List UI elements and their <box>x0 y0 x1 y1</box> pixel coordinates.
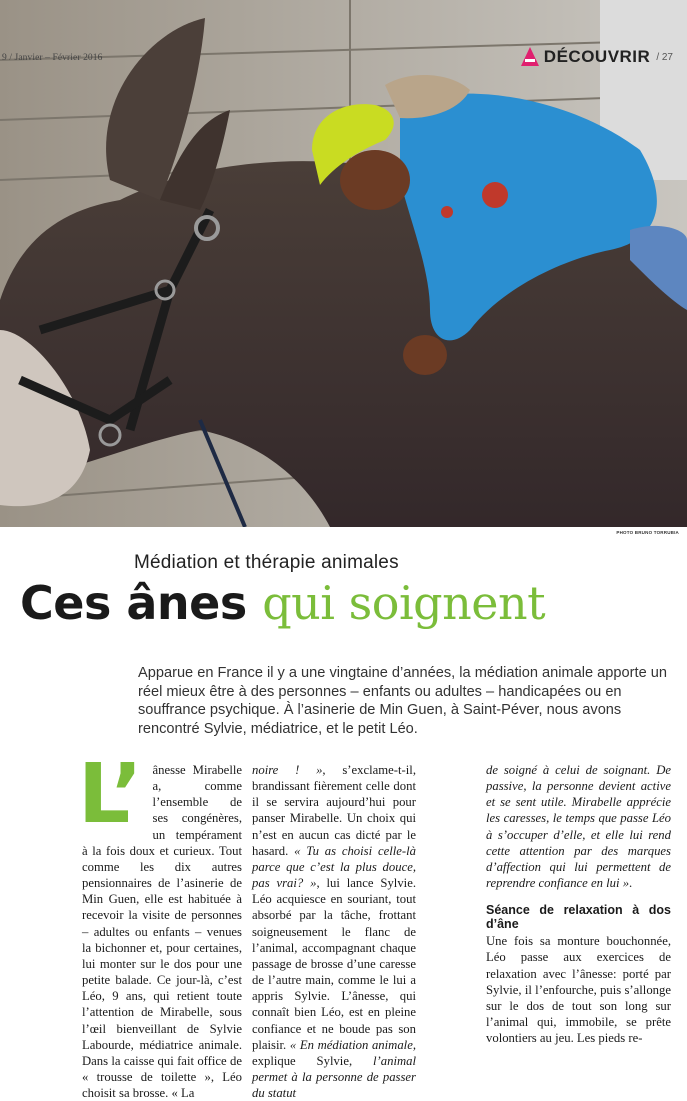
body-column-2 <box>252 762 416 1101</box>
section-title: DÉCOUVRIR <box>543 47 651 66</box>
title-part-black: Ces ânes <box>20 576 263 630</box>
issue-date: 9 / Janvier – Février 2016 <box>2 53 103 63</box>
photo-credit: PHOTO BRUNO TORRUBIA <box>616 530 679 535</box>
article-kicker: Médiation et thérapie animales <box>134 552 399 573</box>
subheading: Séance de relaxation à dos d’âne <box>486 903 671 932</box>
column-3-text: de soigné à celui de soignant. De passive, la personne devient active et se sent utile. Mirabelle apprécie les caresses, le temps que passe Léo à s’occuper d’elle, et elle lui rend cette attention par des marques d’affection qui lui permettent de reprendre confiance en lui ». <box>486 763 671 891</box>
section-header <box>520 46 673 68</box>
title-part-green: qui soignent <box>262 576 546 630</box>
drop-cap: L’ <box>78 747 143 842</box>
hero-photo <box>0 0 687 527</box>
triangle-logo-icon <box>520 46 540 68</box>
column-3-text-2: Une fois sa monture bouchonnée, Léo passe aux exercices de relaxation avec l’ânesse: porté par Sylvie, il l’enfourche, puis s’allonge sur le dos de tout son long sur l’animal qui, immobile, se prête volontiers au jeu. Les pieds re- <box>486 934 671 1046</box>
column-1-text: ânesse Mirabelle a, comme l’ensemble de ses congénères, un tempérament à la fois doux et curieux. Tout comme les dix autres pensionnaires de l’asinerie de Min Guen, elle est habituée à recevoir la visite de personnes – adultes ou enfants – venues la bichonner et, pour certaines, lui monter sur le dos pour une petite balade. Ce jour-là, c’est Léo, 9 ans, qui retient toute l’attention de Mirabelle, sous l’œil bienveillant de Sylvie Labourde, médiatrice animale. Dans la caisse qui fait office de « trousse de toilette », Léo choisit sa brosse. « La <box>82 763 242 1101</box>
donkey-with-child-photo <box>0 0 687 527</box>
article-title <box>20 576 546 630</box>
page-number: / 27 <box>656 51 673 63</box>
body-column-1 <box>78 747 242 1101</box>
column-2-text: noire ! », s’exclame-t-il, brandissant fièrement celle dont il se servira aujourd’hui pour panser Mirabelle. Un choix qui n’est en aucun cas dicté par le hasard. « Tu as choisi celle-là parce que c’est la plus douce, pas vrai? », lui lance Sylvie. Léo acquiesce en souriant, tout absorbé par la tâche, frottant soigneusement le flanc de l’animal, accompagnant chaque passage de brosse d’une caresse de l’autre main, comme le lui a appris Sylvie. L’ânesse, qui connaît bien Léo, est en pleine confiance et ne boude pas son plaisir. « En médiation animale, explique Sylvie, l’animal permet à la personne de passer du statut <box>252 763 417 1101</box>
article-lead: Apparue en France il y a une vingtaine d’années, la médiation animale apporte un réel mieux être à des personnes – enfants ou adultes – handicapées ou en souffrance psychique. À l’asinerie de Min Guen, à Saint-Péver, nous avons rencontré Sylvie, médiatrice, et le petit Léo. <box>138 665 667 737</box>
body-column-3 <box>486 762 671 1046</box>
